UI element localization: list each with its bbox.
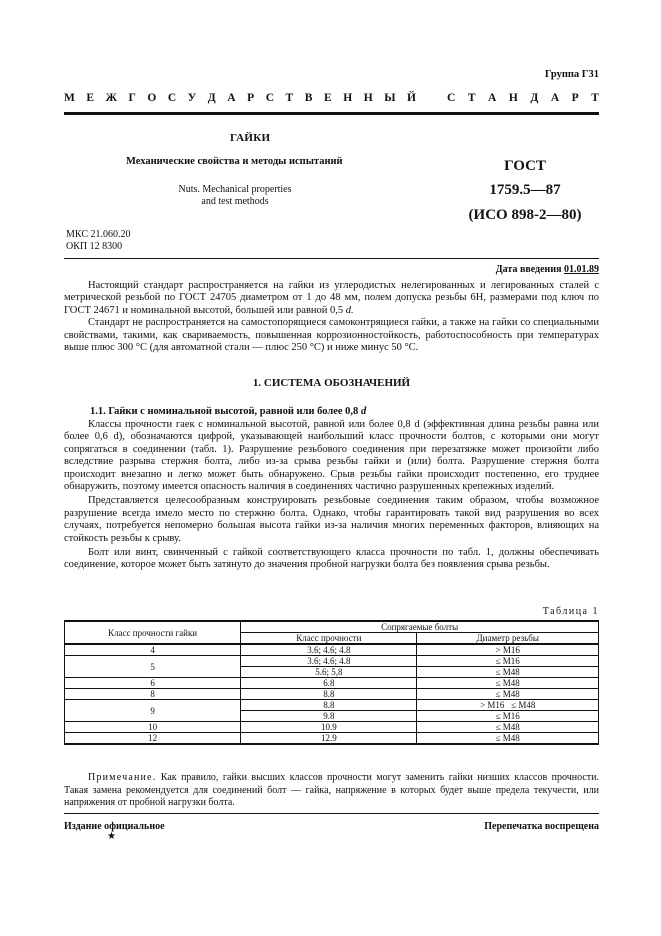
table-row: 8 8.8 ≤ M48 <box>65 689 599 700</box>
english-title: Nuts. Mechanical properties and test methods <box>178 184 292 207</box>
table-row: 12 12.9 ≤ M48 <box>65 733 599 745</box>
effective-date-value: 01.01.89 <box>564 264 599 275</box>
intro-paragraph-1: Настоящий стандарт распространяется на гайки из углеродистых нелегированных и легированных сталей с метрической резьбой по ГОСТ 24705 диаметром от 1 до 48 мм, полем допуска резьбы 6Н, размерами под ключ по ГОСТ 24671 и номинальной высотой, большей или равной 0,5 d. <box>64 280 599 316</box>
mks-code: МКС 21.060.20 <box>66 229 131 240</box>
table-caption: Таблица 1 <box>542 606 599 617</box>
table-row: 9 8.8 > M16 ≤ M48 <box>65 700 599 711</box>
okp-code: ОКП 12 8300 <box>66 241 123 252</box>
group-code: Группа Г31 <box>544 69 599 80</box>
interstate-standard-banner <box>64 92 599 104</box>
table-row: 9.8 ≤ M16 <box>65 711 599 722</box>
section-paragraph-1: Классы прочности гаек с номинальной высотой, равной или более 0,8 d (эффективная длина резьбы равна или более 0,6 d), обозначаются цифрой, указывающей наибольший класс прочности болтов, с которыми они могут сопрягаться в соединении (табл. 1). Разрушение резьбового соединения при перезатяжке может произойти либо вследствие разрыва стержня болта, либо из-за срыва резьбы гайки и (или) болта. Разрушение стержня болта происходит внезапно и легко может быть обнаружено. Срыв резьбы гайки происходит постепенно, его труднее обнаружить, поэтому имеется опасность наличия в соединениях частично разрушенных крепежных изделий. <box>64 419 599 493</box>
intro-paragraph-2: Стандарт не распространяется на самостопорящиеся самоконтрящиеся гайки, а также на гайки со специальными свойствами, такими, как свариваемость, повышенная коррозионностойкость, работоспособность при температурах выше плюс 300 °С (для автоматной стали — плюс 250 °С) и ниже минус 50 °С. <box>64 317 599 354</box>
header-bolt-class: Класс прочности <box>241 633 417 645</box>
reprint-prohibited-label: Перепечатка воспрещена <box>484 821 599 832</box>
classification-codes <box>66 229 130 253</box>
banner-word-interstate: М Е Ж Г О С У Д А Р С Т В Е Н Н Ы Й <box>64 92 416 104</box>
header-divider <box>64 112 599 115</box>
banner-word-standard: С Т А Н Д А Р Т <box>447 92 599 104</box>
footer-divider <box>64 813 599 814</box>
gost-number: 1759.5—87 <box>489 182 561 198</box>
table-row: 5.6; 5,8 ≤ M48 <box>65 667 599 678</box>
table-row: 4 3.6; 4.6; 4.8 > M16 <box>65 644 599 656</box>
strength-class-table <box>64 620 599 745</box>
star-icon: ★ <box>107 831 116 842</box>
official-edition-label: Издание официальное <box>64 821 165 832</box>
title-divider <box>64 258 599 259</box>
gost-label: ГОСТ <box>504 158 546 174</box>
table-note <box>64 772 599 810</box>
intro-text <box>64 280 599 354</box>
iso-reference: (ИСО 898-2—80) <box>468 207 582 223</box>
header-thread-diameter: Диаметр резьбы <box>417 633 599 645</box>
table-row: 6 6.8 ≤ M48 <box>65 678 599 689</box>
document-subtitle: Механические свойства и методы испытаний <box>126 156 343 167</box>
table-row: 5 3.6; 4.6; 4.8 ≤ M16 <box>65 656 599 667</box>
subsection-heading: 1.1. Гайки с номинальной высотой, равной или более 0,8 d <box>90 406 367 417</box>
note-label: Примечание. <box>88 772 157 783</box>
section-paragraph-2: Представляется целесообразным конструировать резьбовые соединения таким образом, чтобы возможное разрушение всегда имело место по стержню болта. Однако, чтобы гарантировать такой вид разрушения во всех случаях, потребуется непомерно большая высота гайки из-за наличия многих переменных факторов, влияющих на стойкость резьбы к срыву. <box>64 495 599 544</box>
table-row: 10 10.9 ≤ M48 <box>65 722 599 733</box>
section-paragraph-3: Болт или винт, свинченный с гайкой соответствующего класса прочности по табл. 1, должны обеспечивать соединение, которое может быть затянуто до значения пробной нагрузки болта без появления срыва резьбы. <box>64 547 599 571</box>
section-body <box>64 419 599 572</box>
document-title: ГАЙКИ <box>230 132 271 144</box>
note-text: Как правило, гайки высших классов прочности могут заменить гайки низших классов прочности. Такая замена рекомендуется для соединений болт — гайка, напряжение в которых будет выше предела текучести, или напряжения от пробной нагрузки болта. <box>64 772 600 808</box>
section-heading: 1. СИСТЕМА ОБОЗНАЧЕНИЙ <box>252 377 411 389</box>
effective-date: Дата введения 01.01.89 <box>495 264 599 275</box>
header-mating-bolts: Сопрягаемые болты <box>241 621 599 633</box>
header-nut-class: Класс прочности гайки <box>65 621 241 644</box>
